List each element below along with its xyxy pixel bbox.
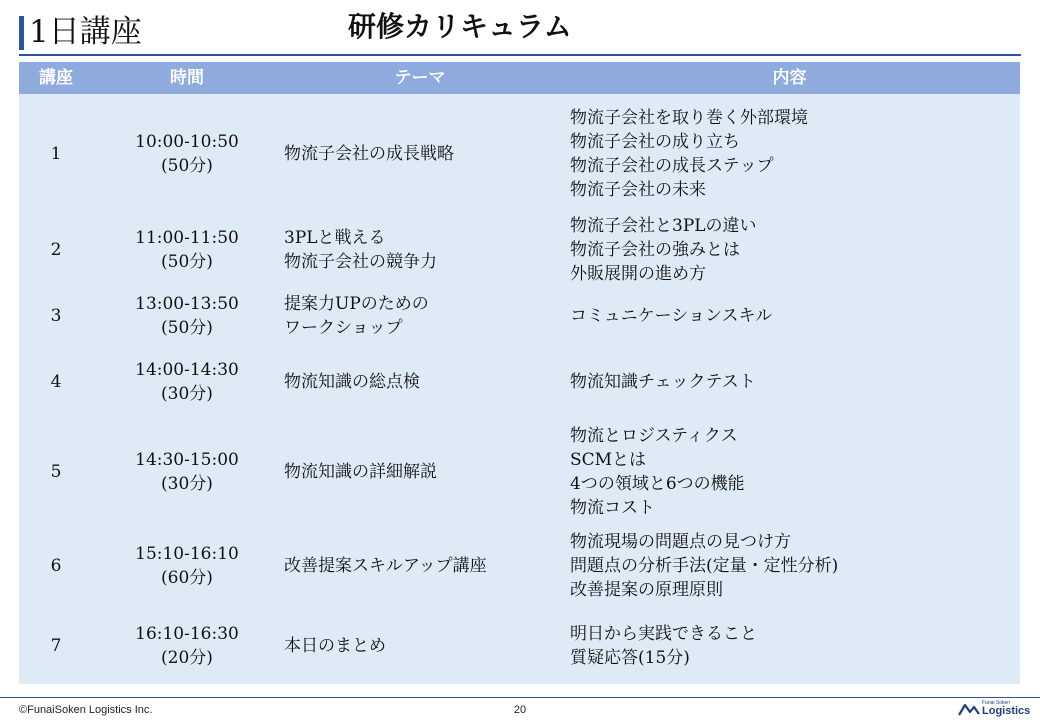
row-5-theme — [284, 420, 559, 524]
content-line: 物流子会社の未来 — [570, 180, 706, 200]
row-6-content — [570, 524, 1020, 608]
row-3-session-number: 3 — [50, 306, 62, 326]
copyright-text: ©FunaiSoken Logistics Inc. — [19, 704, 153, 716]
row-7-session-number: 7 — [50, 636, 62, 656]
time-range: 15:10-16:10 — [135, 544, 239, 564]
column-header-time: 時間 — [170, 68, 204, 88]
row-4-theme — [284, 344, 559, 420]
theme-line: 3PLと戦える — [284, 228, 386, 248]
content-line: 改善提案の原理原則 — [570, 580, 723, 600]
footer-divider — [0, 697, 1040, 698]
time-range: 14:30-15:00 — [135, 450, 239, 470]
row-1-time — [93, 96, 281, 212]
time-range: 11:00-11:50 — [135, 228, 239, 248]
table-header-row — [19, 62, 1020, 94]
row-7-content — [570, 608, 1020, 684]
row-4-session-number: 4 — [50, 372, 62, 392]
section-title: 1日講座 — [29, 14, 142, 50]
duration: (30分) — [161, 384, 213, 404]
theme-line: 物流子会社の競争力 — [284, 252, 437, 272]
content-line: 物流子会社の成長ステップ — [570, 156, 774, 176]
duration: (50分) — [161, 156, 213, 176]
content-line: 外販展開の進め方 — [570, 264, 706, 284]
row-1-session-number: 1 — [50, 144, 62, 164]
time-range: 10:00-10:50 — [135, 132, 239, 152]
content-line: コミュニケーションスキル — [570, 306, 773, 326]
company-logo — [958, 700, 1030, 718]
time-range: 13:00-13:50 — [135, 294, 239, 314]
theme-line: 本日のまとめ — [284, 636, 386, 656]
content-line: 4つの領域と6つの機能 — [570, 474, 745, 494]
row-2-time — [93, 212, 281, 288]
row-1-content — [570, 96, 1020, 212]
page-number: 20 — [513, 704, 527, 716]
row-2-session-number: 2 — [50, 240, 62, 260]
duration: (60分) — [161, 568, 213, 588]
theme-line: 物流知識の詳細解説 — [284, 462, 437, 482]
row-7-theme — [284, 608, 559, 684]
row-3-content — [570, 288, 1020, 344]
logo-mark-icon — [958, 702, 980, 716]
column-header-theme: テーマ — [394, 68, 446, 88]
row-5-session-number: 5 — [50, 462, 62, 482]
time-range: 14:00-14:30 — [135, 360, 239, 380]
header-divider — [19, 54, 1021, 56]
content-line: 物流とロジスティクス — [570, 426, 738, 446]
content-line: 問題点の分析手法(定量・定性分析) — [570, 556, 839, 576]
row-4-content — [570, 344, 1020, 420]
duration: (50分) — [161, 252, 213, 272]
content-line: 物流現場の問題点の見つけ方 — [570, 532, 791, 552]
theme-line: 提案力UPのための — [284, 294, 429, 314]
content-line: SCMとは — [570, 450, 647, 470]
row-2-theme — [284, 212, 559, 288]
content-line: 明日から実践できること — [570, 624, 757, 644]
logo-small-text: Funai Soken — [982, 700, 1011, 706]
duration: (50分) — [161, 318, 213, 338]
content-line: 物流子会社を取り巻く外部環境 — [570, 108, 808, 128]
row-6-session-number: 6 — [50, 556, 62, 576]
row-7-time — [93, 608, 281, 684]
row-6-time — [93, 524, 281, 608]
theme-line: 物流知識の総点検 — [284, 372, 420, 392]
theme-line: 改善提案スキルアップ講座 — [284, 556, 487, 576]
row-1-theme — [284, 96, 559, 212]
row-4-time — [93, 344, 281, 420]
section-accent-bar — [19, 16, 24, 50]
page-title: 研修カリキュラム — [348, 10, 572, 43]
logo-big-text: Logistics — [982, 705, 1031, 717]
content-line: 物流子会社と3PLの違い — [570, 216, 757, 236]
column-header-content: 内容 — [772, 68, 807, 88]
curriculum-table — [19, 62, 1020, 684]
row-5-content — [570, 420, 1020, 524]
time-range: 16:10-16:30 — [135, 624, 239, 644]
column-header-session: 講座 — [39, 68, 73, 88]
row-3-time — [93, 288, 281, 344]
row-2-content — [570, 212, 1020, 288]
content-line: 物流コスト — [570, 498, 655, 518]
content-line: 物流子会社の成り立ち — [570, 132, 740, 152]
content-line: 質疑応答(15分) — [570, 648, 690, 668]
row-5-time — [93, 420, 281, 524]
theme-line: 物流子会社の成長戦略 — [284, 144, 454, 164]
content-line: 物流子会社の強みとは — [570, 240, 740, 260]
row-3-theme — [284, 288, 559, 344]
duration: (30分) — [161, 474, 213, 494]
content-line: 物流知識チェックテスト — [570, 372, 756, 392]
theme-line: ワークショップ — [284, 318, 403, 338]
duration: (20分) — [161, 648, 213, 668]
row-6-theme — [284, 524, 559, 608]
